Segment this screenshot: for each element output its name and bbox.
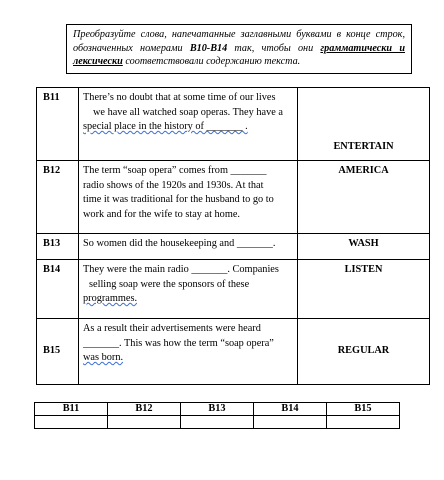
task-id: B12 [37, 161, 79, 234]
task-word: WASH [298, 234, 430, 260]
task-line: As a result their advertisements were heard [83, 323, 261, 334]
answer-grid-header-row [35, 403, 400, 416]
answer-cell-b13[interactable] [181, 416, 254, 429]
answer-grid-header: B12 [108, 403, 181, 416]
answer-grid-header: B11 [35, 403, 108, 416]
task-line [83, 106, 293, 121]
task-text [79, 161, 298, 234]
task-line-text: was born. [83, 352, 124, 363]
task-word: AMERICA [298, 161, 430, 234]
instruction-box [66, 24, 412, 74]
task-id: B15 [37, 319, 79, 385]
answer-grid-header: B13 [181, 403, 254, 416]
task-table [36, 87, 430, 385]
task-line: work and for the wife to stay at home. [83, 208, 240, 220]
task-line: _______. This was how the term “soap opera” [83, 337, 274, 349]
instruction-emphasis: грамматически и лексически [73, 42, 405, 67]
task-text [79, 319, 298, 385]
task-id: B11 [37, 88, 79, 161]
task-text [79, 88, 298, 161]
task-row-b13 [37, 234, 430, 260]
task-id: B13 [37, 234, 79, 260]
task-line-text: special place in the history of _______ . [83, 121, 248, 132]
task-line-text: programmes. [83, 293, 138, 304]
task-line: There’s no doubt that at some time of our lives [83, 92, 276, 103]
instruction-text-1: Преобразуйте слова, напечатанные заглавными буквами в конце строк, обозначенных номерами [73, 29, 405, 54]
task-word: REGULAR [298, 319, 430, 385]
answer-grid [34, 402, 400, 429]
task-id: B14 [37, 260, 79, 319]
task-row-b14 [37, 260, 430, 319]
task-row-b11 [37, 88, 430, 161]
task-row-b12 [37, 161, 430, 234]
task-line: They were the main radio _______. Companies [83, 264, 279, 275]
instruction-range: B10-B14 [189, 42, 228, 54]
task-row-b15 [37, 319, 430, 385]
task-line [83, 120, 293, 135]
task-word: ENTERTAIN [298, 88, 430, 161]
answer-cell-b12[interactable] [108, 416, 181, 429]
task-line: time it was traditional for the husband to go to [83, 194, 274, 205]
task-text [79, 260, 298, 319]
answer-grid-input-row [35, 416, 400, 429]
task-text [79, 234, 298, 260]
task-line: The term “soap opera” comes from _______ [83, 165, 267, 176]
task-line [83, 351, 293, 366]
task-line: selling soap were the sponsors of these [89, 278, 250, 290]
task-line [83, 292, 293, 307]
instruction-text-3: соответствовали содержанию текста. [122, 56, 301, 67]
task-line: radio shows of the 1920s and 1930s. At that [83, 179, 264, 191]
answer-cell-b14[interactable] [254, 416, 327, 429]
answer-grid-header: B14 [254, 403, 327, 416]
instruction-text-2: так, чтобы они [227, 42, 321, 54]
task-word: LISTEN [298, 260, 430, 319]
answer-cell-b15[interactable] [327, 416, 400, 429]
answer-cell-b11[interactable] [35, 416, 108, 429]
task-line-text: we have all watched soap operas. They have a [93, 106, 283, 118]
task-line: So women did the housekeeping and _______. [83, 238, 276, 249]
answer-grid-header: B15 [327, 403, 400, 416]
